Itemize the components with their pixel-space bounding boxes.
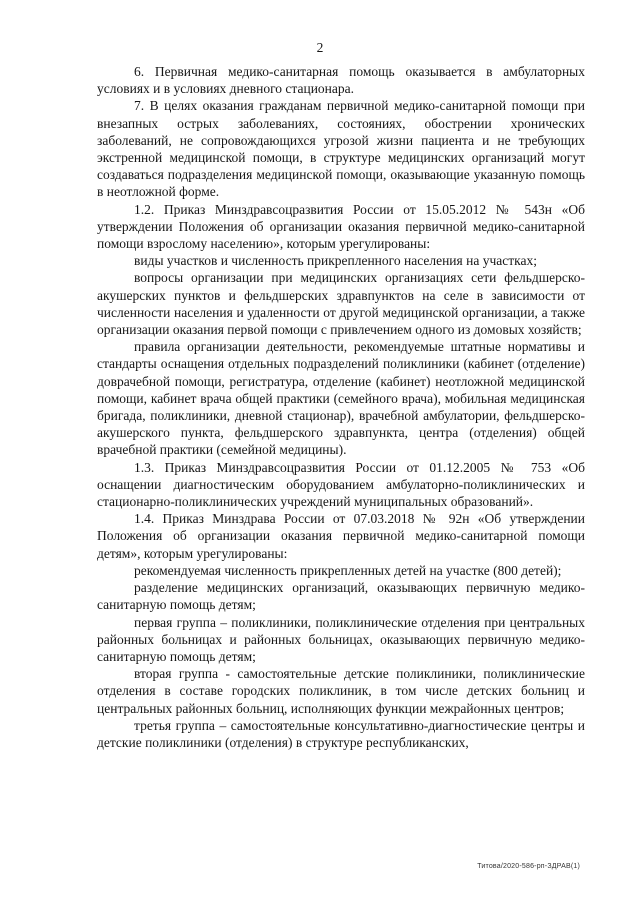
document-footer-code: Титова/2020-586-рп-ЗДРАВ(1): [477, 863, 580, 870]
list-item: третья группа – самостоятельные консультативно-диагностические центры и детские поликлиники (отделения) в структуре республиканских,: [97, 717, 585, 750]
list-item: правила организации деятельности, рекомендуемые штатные нормативы и стандарты оснащения отдельных подразделений поликлиники (кабинет (отделение) доврачебной помощи, регистратура, отделение (кабинет) неотложной медицинской помощи, кабинет врача общей практики (семейного врача), мобильная медицинская бригада, поликлиники, дневной стационар), врачебной амбулатории, фельдшерско-акушерского пункта, фельдшерского здравпункта, центра (отделения) общей врачебной практики (семейной медицины).: [97, 339, 585, 458]
page-number: 2: [316, 40, 324, 55]
paragraph-order-1-4: 1.4. Приказ Минздрава России от 07.03.2018 № 92н «Об утверждении Положения об организации оказания первичной медико-санитарной помощи детям», которым урегулированы:: [97, 511, 585, 561]
list-item: рекомендуемая численность прикрепленных детей на участке (800 детей);: [134, 562, 562, 578]
paragraph-item-7: 7. В целях оказания гражданам первичной медико-санитарной помощи при внезапных острых заболеваниях, состояниях, обострении хронических заболеваний, не сопровождающихся угрозой жизни пациента и не требующих экстренной медицинской помощи, в структуре медицинских организаций могут создаваться подразделения медицинской помощи, оказывающие указанную помощь в неотложной форме.: [97, 98, 585, 200]
list-item: разделение медицинских организаций, оказывающих первичную медико-санитарную помощь детям;: [97, 580, 585, 613]
list-item: первая группа – поликлиники, поликлинические отделения при центральных районных больницах и районных больницах, оказывающих первичную медико-санитарную помощь детям;: [97, 614, 585, 664]
list-item: вопросы организации при медицинских организациях сети фельдшерско-акушерских пунктов и фельдшерских здравпунктов на селе в зависимости от численности населения и удаленности от другой медицинской организации, а также организации оказания первой помощи с привлечением одного из домовых хозяйств;: [97, 270, 585, 338]
paragraph-order-1-2: 1.2. Приказ Минздравсоцразвития России от 15.05.2012 № 543н «Об утверждении Положения об организации оказания первичной медико-санитарной помощи взрослому населению», которым урегулированы:: [97, 201, 585, 252]
paragraph-order-1-3: 1.3. Приказ Минздравсоцразвития России от 01.12.2005 № 753 «Об оснащении диагностическим оборудованием амбулаторно-поликлинических и стационарно-поликлинических учреждений муниципальных образований».: [97, 459, 585, 510]
paragraph-item-6: 6. Первичная медико-санитарная помощь оказывается в амбулаторных условиях и в условиях дневного стационара.: [97, 64, 585, 97]
list-item: вторая группа - самостоятельные детские поликлиники, поликлинические отделения в составе городских поликлиник, в том числе детских больниц и центральных районных больниц, исполняющих функции межрайонных центров;: [97, 666, 585, 716]
list-item: виды участков и численность прикрепленного населения на участках;: [134, 253, 537, 269]
document-body: [97, 63, 585, 751]
